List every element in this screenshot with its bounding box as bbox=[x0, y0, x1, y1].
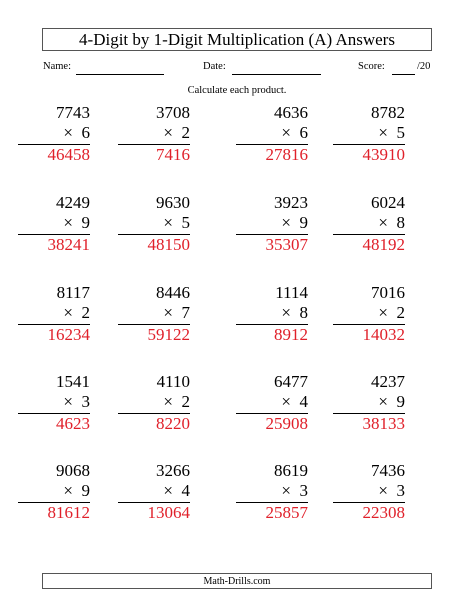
date-label: Date: bbox=[203, 61, 226, 72]
product-answer: 46458 bbox=[47, 145, 90, 164]
problem-20 bbox=[333, 461, 405, 523]
multiplier: 9 bbox=[396, 392, 405, 411]
problem-6 bbox=[118, 193, 190, 255]
multiplier-row bbox=[18, 123, 90, 143]
product-answer: 14032 bbox=[362, 325, 405, 344]
multiply-sign: × bbox=[281, 123, 291, 142]
multiplicand: 7016 bbox=[371, 283, 405, 302]
multiplier: 5 bbox=[181, 213, 190, 232]
multiply-sign: × bbox=[63, 481, 73, 500]
multiplier-row bbox=[236, 303, 308, 323]
product-answer: 35307 bbox=[265, 235, 308, 254]
multiplier: 2 bbox=[81, 303, 90, 322]
multiplier: 3 bbox=[396, 481, 405, 500]
problem-15 bbox=[236, 372, 308, 434]
problem-11 bbox=[236, 283, 308, 345]
problem-9 bbox=[18, 283, 90, 345]
multiplicand: 6024 bbox=[371, 193, 405, 212]
product-answer: 48150 bbox=[147, 235, 190, 254]
multiply-sign: × bbox=[163, 392, 173, 411]
multiplicand: 9630 bbox=[156, 193, 190, 212]
multiply-sign: × bbox=[281, 481, 291, 500]
problem-17 bbox=[18, 461, 90, 523]
multiplicand: 4249 bbox=[56, 193, 90, 212]
multiplier: 2 bbox=[181, 392, 190, 411]
multiply-sign: × bbox=[378, 213, 388, 232]
footer-box bbox=[42, 573, 432, 589]
multiplicand: 4237 bbox=[371, 372, 405, 391]
problem-13 bbox=[18, 372, 90, 434]
multiply-sign: × bbox=[163, 213, 173, 232]
problem-16 bbox=[333, 372, 405, 434]
multiplier: 3 bbox=[299, 481, 308, 500]
problem-4 bbox=[333, 103, 405, 165]
multiplicand: 9068 bbox=[56, 461, 90, 480]
multiplier: 4 bbox=[181, 481, 190, 500]
multiplier: 3 bbox=[81, 392, 90, 411]
worksheet-title: 4-Digit by 1-Digit Multiplication (A) Answers bbox=[79, 30, 395, 49]
product-answer: 59122 bbox=[147, 325, 190, 344]
multiplicand: 3708 bbox=[156, 103, 190, 122]
multiply-sign: × bbox=[163, 481, 173, 500]
product-answer: 7416 bbox=[156, 145, 190, 164]
problem-14 bbox=[118, 372, 190, 434]
problem-3 bbox=[236, 103, 308, 165]
multiplicand: 3923 bbox=[274, 193, 308, 212]
problem-7 bbox=[236, 193, 308, 255]
multiplicand: 3266 bbox=[156, 461, 190, 480]
multiplicand: 8619 bbox=[274, 461, 308, 480]
multiplier-row bbox=[236, 123, 308, 143]
multiplier-row bbox=[18, 392, 90, 412]
multiplicand: 4110 bbox=[156, 372, 190, 391]
product-answer: 38241 bbox=[47, 235, 90, 254]
multiply-sign: × bbox=[63, 123, 73, 142]
product-answer: 81612 bbox=[47, 503, 90, 522]
product-answer: 25908 bbox=[265, 414, 308, 433]
multiply-sign: × bbox=[281, 392, 291, 411]
score-label: Score: bbox=[358, 61, 385, 72]
problem-5 bbox=[18, 193, 90, 255]
product-answer: 43910 bbox=[362, 145, 405, 164]
multiplier-row bbox=[118, 213, 190, 233]
product-answer: 27816 bbox=[265, 145, 308, 164]
multiplicand: 1541 bbox=[56, 372, 90, 391]
problem-10 bbox=[118, 283, 190, 345]
multiplicand: 7436 bbox=[371, 461, 405, 480]
problem-18 bbox=[118, 461, 190, 523]
name-label: Name: bbox=[43, 61, 71, 72]
problem-12 bbox=[333, 283, 405, 345]
product-answer: 8912 bbox=[274, 325, 308, 344]
multiply-sign: × bbox=[378, 123, 388, 142]
problem-19 bbox=[236, 461, 308, 523]
score-total: /20 bbox=[417, 61, 431, 72]
multiplicand: 7743 bbox=[56, 103, 90, 122]
product-answer: 13064 bbox=[147, 503, 190, 522]
multiply-sign: × bbox=[378, 481, 388, 500]
multiplier-row bbox=[333, 481, 405, 501]
multiplier-row bbox=[18, 481, 90, 501]
multiplier: 7 bbox=[181, 303, 190, 322]
problem-8 bbox=[333, 193, 405, 255]
multiplier-row bbox=[18, 213, 90, 233]
multiplicand: 6477 bbox=[274, 372, 308, 391]
product-answer: 8220 bbox=[156, 414, 190, 433]
multiplier: 8 bbox=[299, 303, 308, 322]
multiplier-row bbox=[333, 123, 405, 143]
product-answer: 48192 bbox=[362, 235, 405, 254]
multiplicand: 8782 bbox=[371, 103, 405, 122]
product-answer: 25857 bbox=[265, 503, 308, 522]
multiplier-row bbox=[236, 392, 308, 412]
multiplier: 2 bbox=[396, 303, 405, 322]
multiply-sign: × bbox=[63, 213, 73, 232]
multiplier-row bbox=[18, 303, 90, 323]
multiplicand: 8117 bbox=[56, 283, 90, 302]
product-answer: 16234 bbox=[47, 325, 90, 344]
multiplier-row bbox=[118, 481, 190, 501]
multiply-sign: × bbox=[63, 392, 73, 411]
multiplier-row bbox=[333, 303, 405, 323]
product-answer: 22308 bbox=[362, 503, 405, 522]
multiplier: 5 bbox=[396, 123, 405, 142]
multiplier: 9 bbox=[81, 213, 90, 232]
multiply-sign: × bbox=[63, 303, 73, 322]
multiplier-row bbox=[333, 213, 405, 233]
multiplier: 9 bbox=[81, 481, 90, 500]
multiplier: 2 bbox=[181, 123, 190, 142]
multiplier: 9 bbox=[299, 213, 308, 232]
problem-2 bbox=[118, 103, 190, 165]
multiplier-row bbox=[236, 213, 308, 233]
multiplier-row bbox=[118, 303, 190, 323]
multiplicand: 8446 bbox=[156, 283, 190, 302]
multiply-sign: × bbox=[163, 303, 173, 322]
multiply-sign: × bbox=[281, 213, 291, 232]
multiply-sign: × bbox=[378, 303, 388, 322]
multiply-sign: × bbox=[378, 392, 388, 411]
footer-text: Math-Drills.com bbox=[203, 575, 271, 587]
multiplier: 4 bbox=[299, 392, 308, 411]
multiplier: 8 bbox=[396, 213, 405, 232]
multiplier: 6 bbox=[81, 123, 90, 142]
instruction-text: Calculate each product. bbox=[187, 85, 287, 96]
multiplier-row bbox=[118, 123, 190, 143]
multiplicand: 1114 bbox=[275, 283, 308, 302]
multiplier-row bbox=[118, 392, 190, 412]
product-answer: 4623 bbox=[56, 414, 90, 433]
multiplier: 6 bbox=[299, 123, 308, 142]
multiply-sign: × bbox=[281, 303, 291, 322]
multiplicand: 4636 bbox=[274, 103, 308, 122]
problem-1 bbox=[18, 103, 90, 165]
multiplier-row bbox=[333, 392, 405, 412]
multiply-sign: × bbox=[163, 123, 173, 142]
multiplier-row bbox=[236, 481, 308, 501]
product-answer: 38133 bbox=[362, 414, 405, 433]
